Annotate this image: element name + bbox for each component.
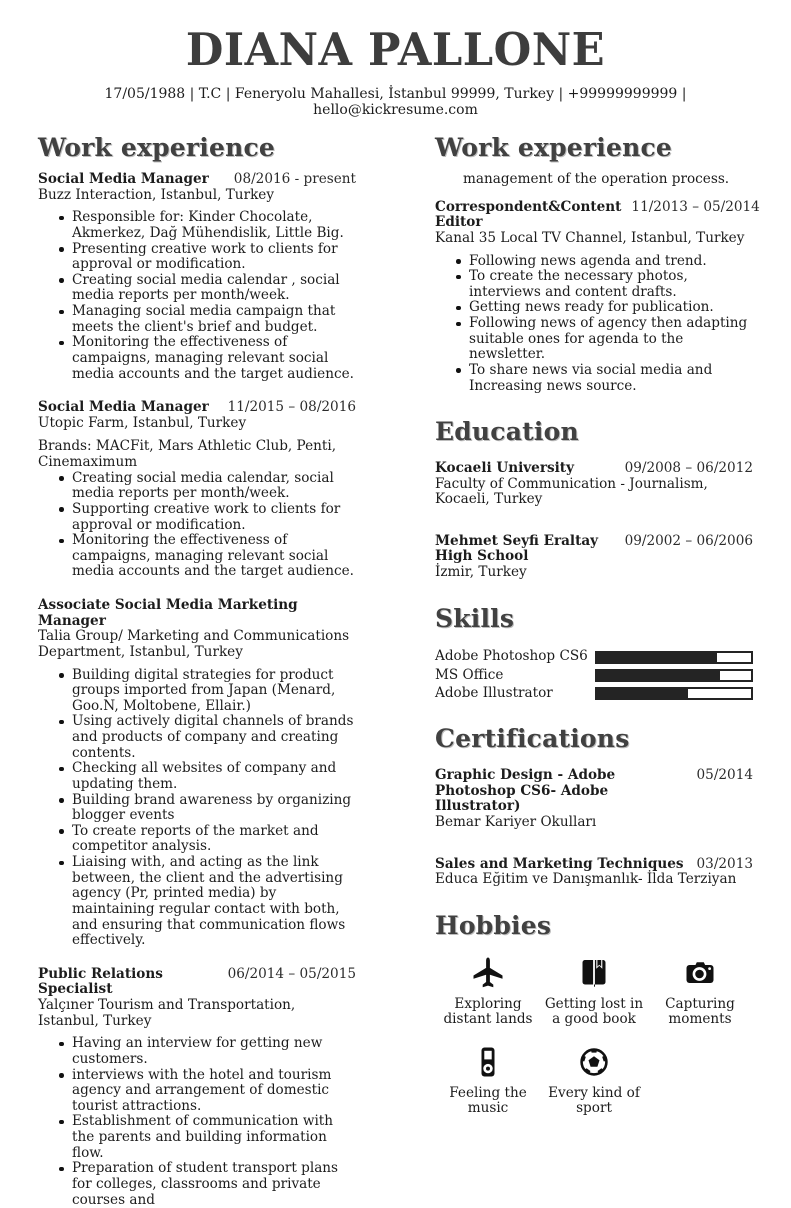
job-bullet-list	[38, 668, 356, 949]
job-date: 08/2016 - present	[233, 171, 356, 187]
person-name: DIANA PALLONE	[185, 23, 606, 76]
skill-row	[435, 668, 753, 684]
bullet-item: Liaising with, and acting as the link between, the client and the advertising agency (Pr, printed media) by maintaining regular contact with both, and ensuring that communication flows effectively.	[72, 855, 356, 949]
job-bullet-list	[38, 1036, 356, 1208]
bullet-item: Following news agenda and trend.	[469, 254, 753, 270]
section-title-hobbies: Hobbies	[435, 910, 552, 940]
education-head	[435, 461, 753, 477]
camera-icon	[682, 953, 718, 991]
education-date: 09/2002 – 06/2006	[624, 532, 753, 549]
certification-date: 05/2014	[696, 767, 753, 783]
certification-entry	[435, 768, 753, 831]
contact-line: 17/05/1988 | T.C | Feneryolu Mahallesi, İstanbul 99999, Turkey | +99999999999 | hello@kickresume.com	[104, 86, 687, 119]
job-entry	[38, 967, 356, 1208]
book-icon	[576, 953, 612, 991]
bullet-item: Getting news ready for publication.	[469, 300, 753, 316]
job-bullet-list	[38, 471, 356, 580]
certification-name: Graphic Design - Adobe Photoshop CS6- Adobe Illustrator)	[435, 767, 616, 815]
job-date: 11/2015 – 08/2016	[227, 399, 356, 416]
school-name: Mehmet Seyfi Eraltay High School	[435, 532, 599, 565]
certification-name: Sales and Marketing Techniques	[435, 855, 684, 872]
bullet-item: Following news of agency then adapting suitable ones for agenda to the newsletter.	[469, 316, 753, 363]
skill-level-bar	[595, 669, 753, 682]
education-entry	[435, 534, 753, 581]
hobby-item	[541, 953, 647, 1028]
bullet-item: Presenting creative work to clients for approval or modification.	[72, 242, 356, 273]
job-title: Public Relations Specialist	[38, 965, 163, 998]
certification-date: 03/2013	[696, 855, 753, 872]
job-company: Yalçıner Tourism and Transportation, Istanbul, Turkey	[38, 997, 296, 1029]
skill-level-bar	[595, 687, 753, 700]
skill-name: Adobe Illustrator	[435, 684, 553, 701]
bullet-item: Using actively digital channels of brands and products of company and creating contents.	[72, 714, 356, 761]
job-bullet-list	[435, 254, 753, 395]
bullet-item: Monitoring the effectiveness of campaigns, managing relevant social media accounts and the target audience.	[72, 533, 356, 580]
job-title: Associate Social Media Marketing Manager	[38, 597, 298, 629]
section-title-certifications: Certifications	[435, 724, 630, 754]
job-continuation-line: management of the operation process.	[463, 171, 730, 187]
education-date: 09/2008 – 06/2012	[624, 459, 753, 476]
bullet-item: To create reports of the market and competitor analysis.	[72, 824, 356, 855]
two-column-layout	[38, 133, 760, 1208]
bullet-item: Building brand awareness by organizing blogger events	[72, 793, 356, 824]
skill-level-fill	[597, 689, 688, 698]
bullet-item: Preparation of student transport plans for colleges, classrooms and private courses and	[72, 1161, 356, 1208]
certification-head	[435, 857, 753, 873]
airplane-icon	[470, 953, 506, 991]
certification-head	[435, 768, 753, 815]
hobby-label: Every kind of sport	[548, 1084, 640, 1117]
job-company: Talia Group/ Marketing and Communications Department, Istanbul, Turkey	[38, 628, 350, 660]
bullet-item: Creating social media calendar, social media reports per month/week.	[72, 471, 356, 502]
skill-row	[435, 686, 753, 702]
skills-list	[435, 649, 753, 701]
job-entry	[38, 598, 356, 949]
job-company: Utopic Farm, Istanbul, Turkey	[38, 414, 247, 431]
bullet-item: Having an interview for getting new customers.	[72, 1036, 356, 1067]
job-title: Social Media Manager	[38, 399, 209, 416]
skill-name: MS Office	[435, 666, 504, 683]
left-column	[38, 134, 356, 1208]
music-player-icon	[470, 1042, 506, 1080]
hobby-label: Exploring distant lands	[443, 995, 533, 1028]
bullet-item: Supporting creative work to clients for approval or modification.	[72, 502, 356, 533]
job-title: Correspondent&Content Editor	[435, 198, 622, 231]
hobby-label: Capturing moments	[665, 995, 735, 1028]
skill-level-fill	[597, 671, 720, 680]
hobby-item	[647, 953, 753, 1028]
skill-row	[435, 649, 753, 665]
hobbies-grid	[435, 953, 753, 1118]
job-head	[38, 598, 356, 629]
job-head	[38, 400, 356, 416]
bullet-item: To share news via social media and Increasing news source.	[469, 363, 753, 394]
skill-level-fill	[597, 653, 717, 662]
certification-issuer: Educa Eğitim ve Danışmanlık- İlda Terziyan	[435, 871, 737, 888]
skill-level-bar	[595, 651, 753, 664]
hobby-label: Feeling the music	[449, 1084, 527, 1117]
job-title: Social Media Manager	[38, 171, 209, 187]
job-entry	[435, 198, 760, 395]
job-head	[435, 198, 760, 231]
job-bullet-list	[38, 210, 356, 382]
section-title-skills: Skills	[435, 603, 515, 633]
hobby-item	[435, 953, 541, 1028]
bullet-item: Creating social media calendar , social media reports per month/week.	[72, 273, 356, 304]
job-entry	[38, 400, 356, 580]
bullet-item: Checking all websites of company and updating them.	[72, 761, 356, 792]
hobby-item	[435, 1042, 541, 1117]
hobby-item	[541, 1042, 647, 1117]
bullet-item: Monitoring the effectiveness of campaigns, managing relevant social media accounts and the target audience.	[72, 335, 356, 382]
skill-name: Adobe Photoshop CS6	[435, 648, 588, 665]
resume-header	[38, 23, 753, 119]
job-company: Buzz Interaction, Istanbul, Turkey	[38, 186, 275, 203]
education-detail: Faculty of Communication - Journalism, Kocaeli, Turkey	[435, 475, 708, 508]
job-entry	[38, 172, 356, 382]
job-intro: Brands: MACFit, Mars Athletic Club, Penti, Cinemaximum	[38, 438, 337, 470]
education-entry	[435, 461, 753, 508]
job-company: Kanal 35 Local TV Channel, Istanbul, Turkey	[435, 229, 745, 246]
section-title-education: Education	[435, 417, 579, 447]
right-column	[435, 133, 760, 1208]
section-title-work-experience-left: Work experience	[38, 133, 275, 163]
certification-entry	[435, 857, 753, 888]
bullet-item: Building digital strategies for product groups imported from Japan (Menard, Goo.N, Moltobene, Ellair.)	[72, 668, 356, 715]
education-head	[435, 534, 753, 565]
bullet-item: interviews with the hotel and tourism agency and arrangement of domestic tourist attractions.	[72, 1068, 356, 1115]
job-date: 06/2014 – 05/2015	[227, 965, 356, 982]
bullet-item: Responsible for: Kinder Chocolate, Akmerkez, Dağ Mühendislik, Little Big.	[72, 210, 356, 241]
education-detail: İzmir, Turkey	[435, 564, 527, 580]
hobby-label: Getting lost in a good book	[544, 995, 644, 1028]
soccer-ball-icon	[576, 1042, 612, 1080]
bullet-item: Managing social media campaign that meets the client's brief and budget.	[72, 304, 356, 335]
school-name: Kocaeli University	[435, 459, 574, 476]
job-head	[38, 967, 356, 998]
bullet-item: Establishment of communication with the parents and building information flow.	[72, 1114, 356, 1161]
certification-issuer: Bemar Kariyer Okulları	[435, 813, 597, 830]
job-head	[38, 172, 356, 188]
bullet-item: To create the necessary photos, interviews and content drafts.	[469, 269, 753, 300]
section-title-work-experience-right: Work experience	[435, 133, 672, 163]
job-date: 11/2013 – 05/2014	[631, 198, 760, 215]
